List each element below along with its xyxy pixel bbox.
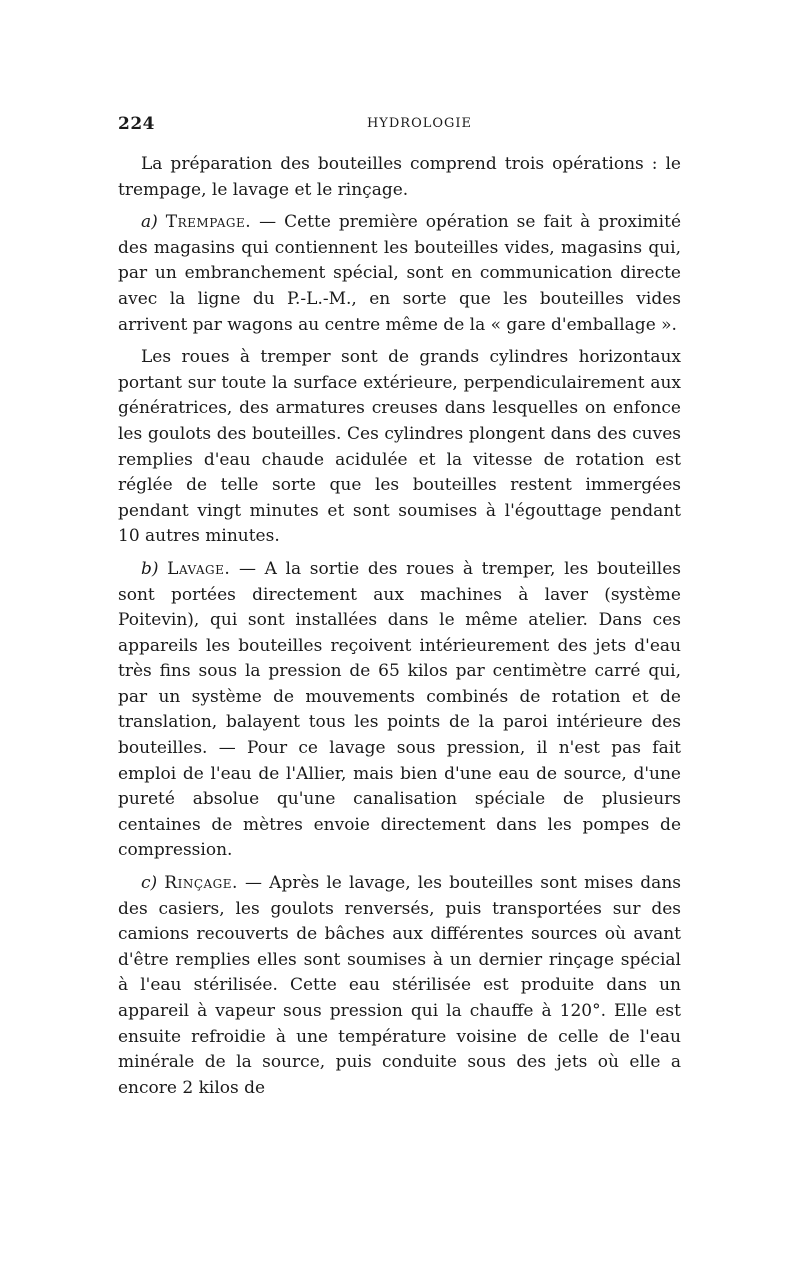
body-text	[118, 152, 681, 1101]
section-text-lavage: — A la sortie des roues à tremper, les bouteilles sont portées directement aux machines à laver (système Poitevin), qui sont installées dans le même atelier. Dans ces appareils les bouteilles reçoivent intérieurement des jets d'eau très fins sous la pression de 65 kilos par centimètre carré qui, par un système de mouvements combinés de rotation et de translation, balayent tous les points de la paroi intérieure des bouteilles. — Pour ce lavage sous pression, il n'est pas fait emploi de l'eau de l'Allier, mais bien d'une eau de source, d'une pureté absolue qu'une canalisation spéciale de plusieurs centaines de mètres envoie directement dans les pompes de compression.	[118, 558, 682, 861]
running-head: HYDROLOGIE	[366, 116, 473, 131]
section-label-a: a)	[141, 212, 158, 233]
paragraph-lavage	[118, 557, 681, 864]
section-title-trempage: Trempage.	[165, 212, 252, 233]
section-title-rincage: Rinçage.	[164, 873, 238, 894]
paragraph-trempage	[118, 210, 681, 338]
section-text-rincage: — Après le lavage, les bouteilles sont mises dans des casiers, les goulots renversés, puis transportées sur des camions recouverts de bâches aux différentes sources où avant d'être remplies elles sont soumises à un dernier rinçage spécial à l'eau stérilisée. Cette eau stérilisée est produite dans un appareil à vapeur sous pression qui la chauffe à 120°. Elle est ensuite refroidie à une température voisine de celle de l'eau minérale de la source, puis conduite sous des jets où elle a encore 2 kilos de	[118, 873, 681, 1098]
page-header	[118, 112, 681, 136]
section-label-b: b)	[141, 558, 159, 579]
book-page	[118, 112, 681, 1101]
section-title-lavage: Lavage.	[167, 558, 231, 579]
section-label-c: c)	[141, 873, 158, 894]
paragraph-intro: La préparation des bouteilles comprend trois opérations : le trempage, le lavage et le rinçage.	[118, 154, 681, 200]
page-number: 224	[118, 114, 155, 134]
paragraph-roues: Les roues à tremper sont de grands cylindres horizontaux portant sur toute la surface extérieure, perpendiculairement aux génératrices, des armatures creuses dans lesquelles on enfonce les goulots des bouteilles. Ces cylindres plongent dans des cuves remplies d'eau chaude acidulée et la vitesse de rotation est réglée de telle sorte que les bouteilles restent immergées pendant vingt minutes et sont soumises à l'égouttage pendant 10 autres minutes.	[118, 347, 681, 547]
section-text-trempage: — Cette première opération se fait à proximité des magasins qui contiennent les bouteilles vides, magasins qui, par un embranchement spécial, sont en communication directe avec la ligne du P.-L.-M., en sorte que les bouteilles vides arrivent par wagons au centre même de la « gare d'emballage ».	[118, 212, 682, 335]
paragraph-rincage	[118, 871, 681, 1101]
